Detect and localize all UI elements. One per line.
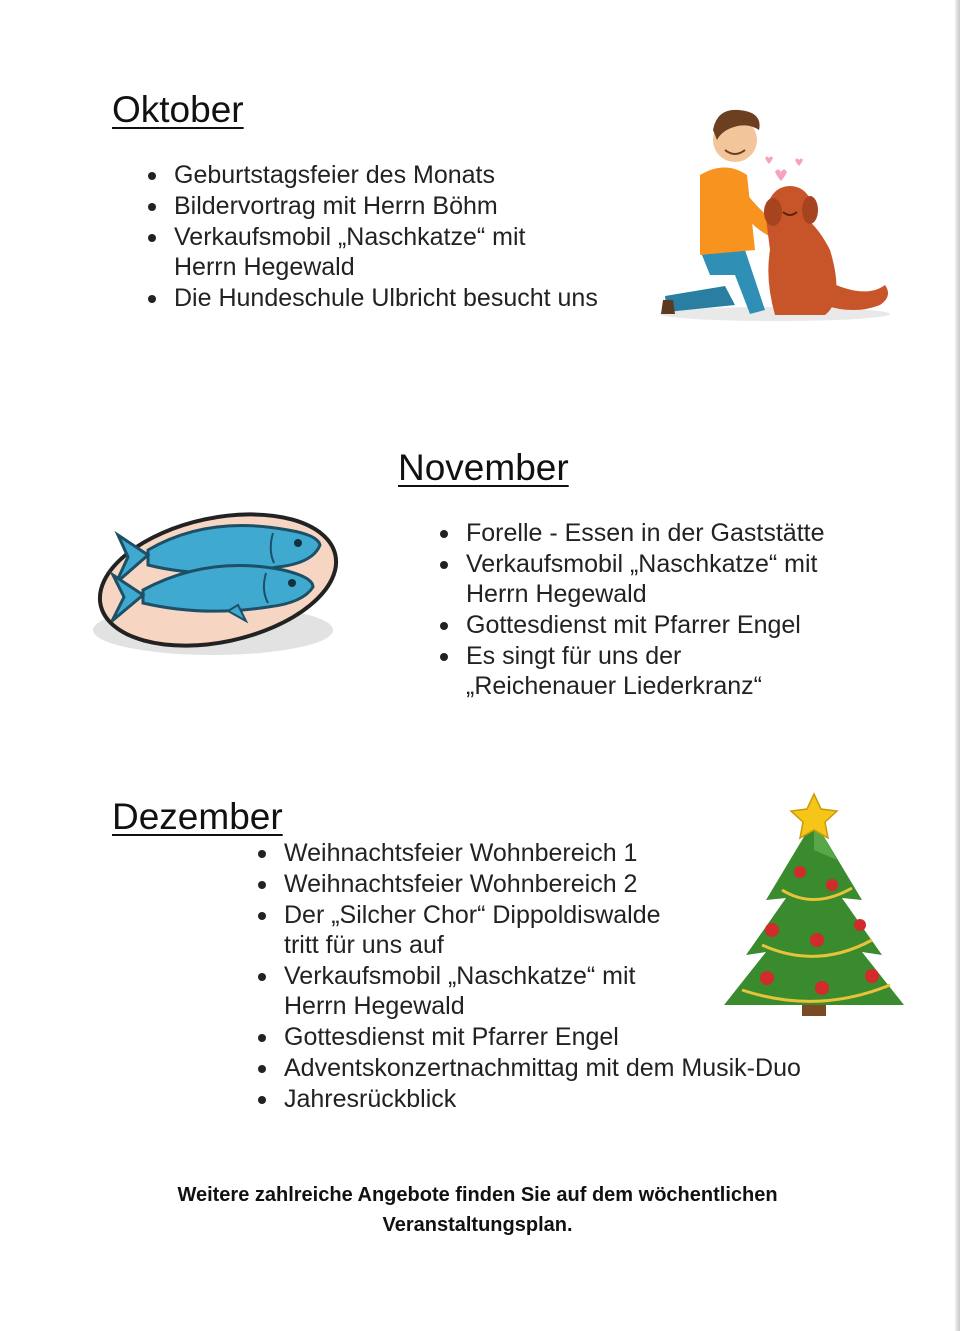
footer-note: Weitere zahlreiche Angebote finden Sie auf dem wöchentlichen Veranstaltungsplan. xyxy=(177,1184,778,1236)
list-item: Es singt für uns der „Reichenauer Liederkranz“ xyxy=(466,641,766,701)
list-item: Verkaufsmobil „Naschkatze“ mit Herrn Hegewald xyxy=(284,961,664,1021)
heading-oktober: Oktober xyxy=(112,89,244,130)
fish-plate-illustration xyxy=(88,495,348,665)
heading-november: November xyxy=(398,447,569,488)
list-item: Gottesdienst mit Pfarrer Engel xyxy=(466,610,896,640)
list-item: Jahresrückblick xyxy=(284,1084,884,1114)
heading-dezember: Dezember xyxy=(112,796,283,837)
list-item: Verkaufsmobil „Naschkatze“ mit Herrn Hegewald xyxy=(174,222,574,282)
list-item: Geburtstagsfeier des Monats xyxy=(174,160,674,190)
list-item: Adventskonzertnachmittag mit dem Musik-Duo xyxy=(284,1053,884,1083)
list-item: Forelle - Essen in der Gaststätte xyxy=(466,518,896,548)
list-item: Die Hundeschule Ulbricht besucht uns xyxy=(174,283,674,313)
christmas-tree-illustration xyxy=(722,790,907,1020)
list-item: Der „Silcher Chor“ Dippoldiswalde tritt für uns auf xyxy=(284,900,684,960)
list-item: Weihnachtsfeier Wohnbereich 1 xyxy=(284,838,884,868)
list-item: Gottesdienst mit Pfarrer Engel xyxy=(284,1022,884,1052)
list-item: Bildervortrag mit Herrn Böhm xyxy=(174,191,674,221)
page-edge xyxy=(955,0,960,1331)
list-item: Verkaufsmobil „Naschkatze“ mit Herrn Hegewald xyxy=(466,549,846,609)
man-with-dog-illustration xyxy=(655,100,895,325)
list-item: Weihnachtsfeier Wohnbereich 2 xyxy=(284,869,884,899)
event-list-oktober xyxy=(140,160,674,314)
event-list-november xyxy=(432,518,896,702)
